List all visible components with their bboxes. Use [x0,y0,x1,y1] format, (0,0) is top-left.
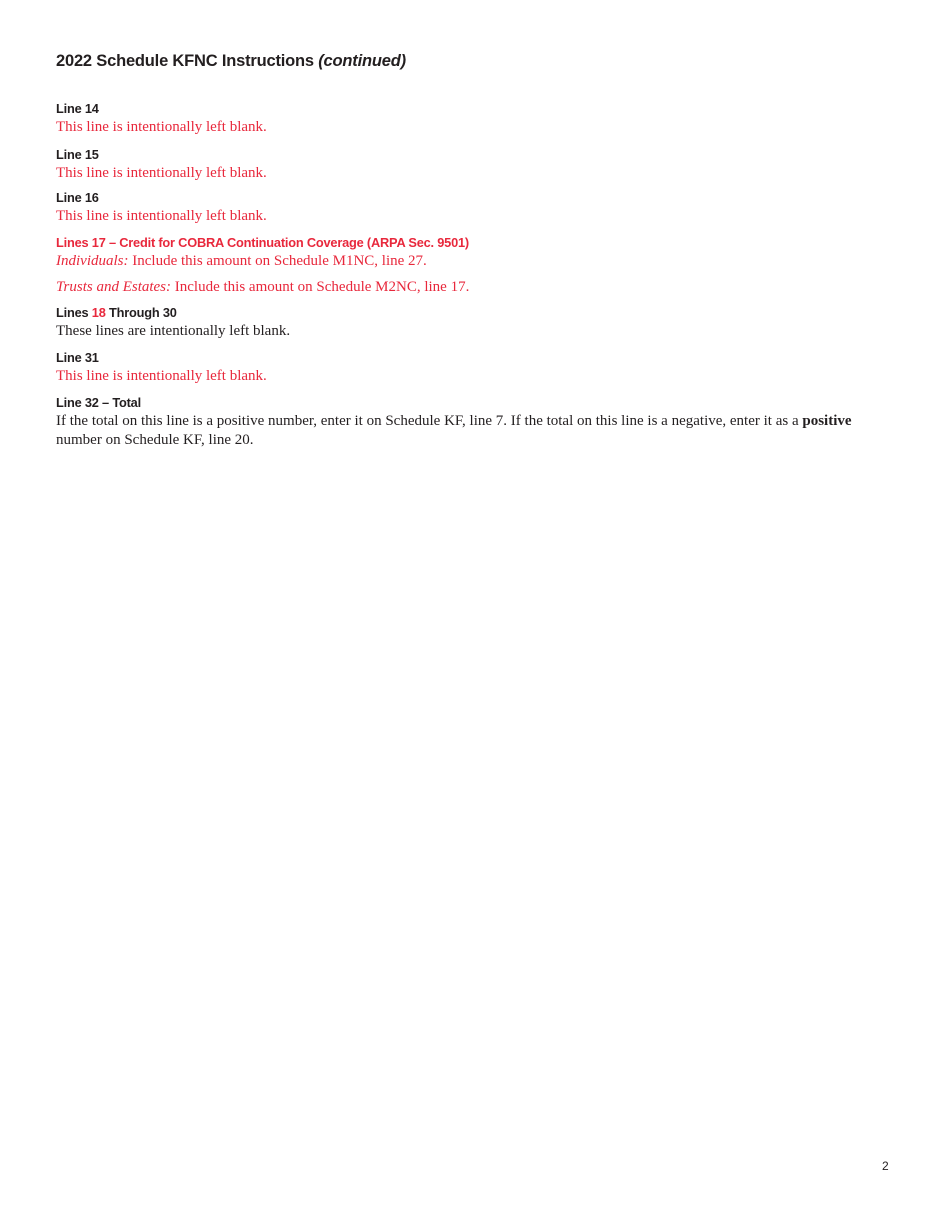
line-32-text-bold: positive [802,413,852,429]
line-17-individuals [56,252,896,271]
trusts-label: Trusts and Estates: [56,279,172,295]
line-14-text: This line is intentionally left blank. [56,119,267,135]
instructions-content [56,100,896,450]
lines-18-30-heading-pre: Lines [56,305,89,320]
line-17-heading: Lines 17 – Credit for COBRA Continuation Coverage (ARPA Sec. 9501) [56,235,469,250]
line-17-trusts [56,278,896,297]
section-line-17 [56,234,896,297]
page-number: 2 [882,1159,889,1173]
lines-18-30-heading-post: Through 30 [109,305,177,320]
line-15-heading: Line 15 [56,147,99,162]
lines-18-30-heading-num: 18 [91,305,106,320]
line-31-text: This line is intentionally left blank. [56,368,267,384]
line-32-heading: Line 32 – Total [56,395,141,410]
individuals-label: Individuals: [56,253,129,269]
section-line-32 [56,394,896,450]
section-line-31 [56,349,896,386]
title-main: 2022 Schedule KFNC Instructions [56,52,314,70]
lines-18-30-text: These lines are intentionally left blank. [56,323,291,339]
individuals-text: Include this amount on Schedule M1NC, line 27. [132,253,427,269]
section-line-16 [56,189,896,226]
section-line-15 [56,146,896,183]
lines-18-30-heading [56,304,896,322]
line-16-text: This line is intentionally left blank. [56,208,267,224]
section-lines-18-30 [56,304,896,341]
line-15-text: This line is intentionally left blank. [56,165,267,181]
trusts-text: Include this amount on Schedule M2NC, line 17. [174,279,470,295]
line-16-heading: Line 16 [56,190,99,205]
line-14-heading: Line 14 [56,101,99,116]
line-31-heading: Line 31 [56,350,99,365]
page-title [56,52,406,71]
line-32-text-before: If the total on this line is a positive number, enter it on Schedule KF, line 7. If the total on this line is a negative, enter it as a [56,413,799,429]
line-32-text [56,412,896,450]
title-continued: (continued) [318,52,406,70]
line-32-text-after: number on Schedule KF, line 20. [56,432,254,448]
section-line-14 [56,100,896,137]
